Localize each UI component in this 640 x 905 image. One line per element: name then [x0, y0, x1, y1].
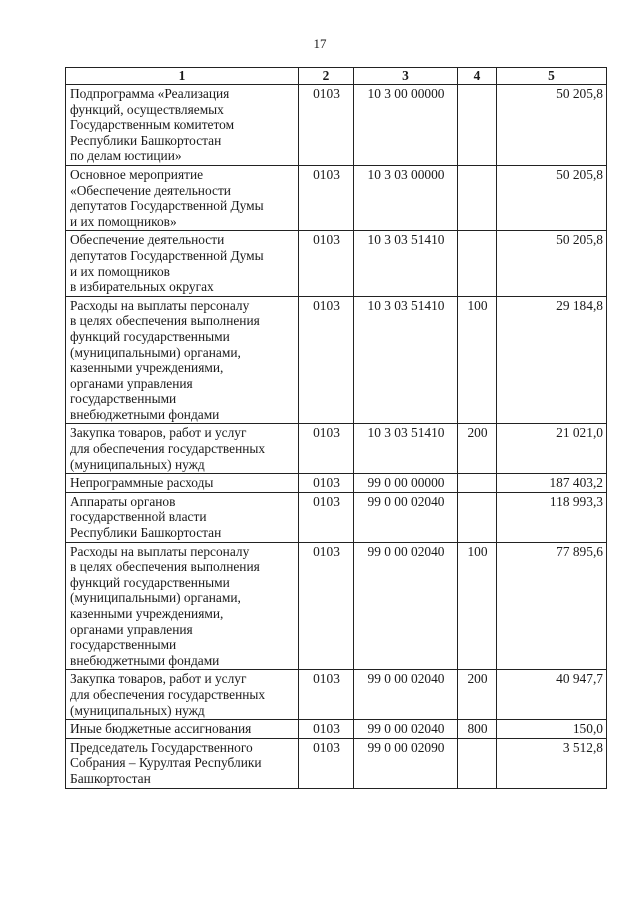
row-name-cell [66, 424, 299, 474]
table-row [66, 720, 607, 739]
expense-type-cell [458, 738, 497, 788]
row-name-line: и их помощников [70, 263, 170, 279]
row-name-line: Председатель Государственного [70, 739, 253, 755]
amount-cell: 50 205,8 [497, 231, 607, 296]
row-name-line: казенными учреждениями, [70, 606, 224, 621]
row-name-line: функций, осуществляемых [70, 101, 224, 117]
row-name-line: Закупка товаров, работ и услуг [70, 671, 247, 687]
amount-cell: 29 184,8 [497, 296, 607, 424]
section-cell: 0103 [299, 542, 354, 670]
row-name-line: для обеспечения государственных [70, 686, 266, 702]
expense-type-cell [458, 492, 497, 542]
table-row [66, 474, 607, 493]
target-code-cell: 10 3 03 51410 [354, 231, 458, 296]
row-name-cell [66, 492, 299, 542]
expense-type-cell: 100 [458, 542, 497, 670]
amount-cell: 77 895,6 [497, 542, 607, 670]
row-name-line: Аппараты органов [70, 493, 176, 509]
table-row [66, 492, 607, 542]
row-name-line: казенными учреждениями, [70, 360, 224, 376]
section-cell: 0103 [299, 424, 354, 474]
expense-type-cell: 200 [458, 670, 497, 720]
expense-type-cell: 100 [458, 296, 497, 424]
expense-type-cell: 200 [458, 424, 497, 474]
expense-type-cell [458, 231, 497, 296]
row-name-line: и их помощников» [70, 213, 177, 229]
row-name-line: внебюджетными фондами [70, 652, 220, 668]
row-name-line: Непрограммные расходы [70, 475, 214, 491]
table-row [66, 424, 607, 474]
column-header-section: 2 [299, 68, 354, 85]
amount-cell: 150,0 [497, 720, 607, 739]
target-code-cell: 99 0 00 02040 [354, 670, 458, 720]
row-name-line: (муниципальными) органами, [70, 590, 241, 606]
amount-cell: 3 512,8 [497, 738, 607, 788]
row-name-line: Собрания – Курултая Республики [70, 755, 262, 771]
target-code-cell: 10 3 03 00000 [354, 165, 458, 230]
row-name-line: Расходы на выплаты персоналу [70, 543, 250, 559]
row-name-cell [66, 670, 299, 720]
target-code-cell: 99 0 00 02040 [354, 720, 458, 739]
row-name-cell [66, 542, 299, 670]
section-cell: 0103 [299, 492, 354, 542]
target-code-cell: 99 0 00 02040 [354, 492, 458, 542]
row-name-line: Республики Башкортостан [70, 132, 222, 148]
row-name-line: депутатов Государственной Думы [70, 198, 264, 214]
row-name-line: Государственным комитетом [70, 117, 235, 133]
table-row [66, 85, 607, 166]
row-name-line: Основное мероприятие [70, 166, 204, 182]
column-header-amount: 5 [497, 68, 607, 85]
row-name-line: органами управления [70, 375, 193, 391]
expense-type-cell [458, 85, 497, 166]
row-name-line: Башкортостан [70, 770, 151, 786]
row-name-cell [66, 720, 299, 739]
row-name-cell [66, 165, 299, 230]
row-name-line: функций государственными [70, 574, 230, 590]
row-name-line: внебюджетными фондами [70, 406, 220, 422]
page-number: 17 [313, 36, 327, 51]
row-name-line: (муниципальных) нужд [70, 702, 205, 718]
row-name-cell [66, 85, 299, 166]
column-header-target: 3 [354, 68, 458, 85]
row-name-line: Закупка товаров, работ и услуг [70, 425, 247, 441]
row-name-line: Обеспечение деятельности [70, 232, 225, 248]
row-name-line: органами управления [70, 621, 193, 637]
row-name-line: государственной власти [70, 509, 207, 525]
table-row [66, 296, 607, 424]
row-name-line: депутатов Государственной Думы [70, 247, 264, 263]
target-code-cell: 99 0 00 02040 [354, 542, 458, 670]
section-cell: 0103 [299, 165, 354, 230]
expense-type-cell [458, 165, 497, 230]
row-name-line: в целях обеспечения выполнения [70, 559, 260, 575]
amount-cell: 21 021,0 [497, 424, 607, 474]
expense-type-cell [458, 474, 497, 493]
row-name-line: Республики Башкортостан [70, 525, 222, 541]
target-code-cell: 10 3 03 51410 [354, 424, 458, 474]
row-name-line: (муниципальными) органами, [70, 344, 241, 360]
row-name-cell [66, 738, 299, 788]
row-name-line: в целях обеспечения выполнения [70, 313, 260, 329]
row-name-line: в избирательных округах [70, 279, 214, 295]
row-name-line: Расходы на выплаты персоналу [70, 297, 250, 313]
section-cell: 0103 [299, 738, 354, 788]
amount-cell: 50 205,8 [497, 165, 607, 230]
row-name-line: по делам юстиции» [70, 148, 182, 164]
column-header-expense-type: 4 [458, 68, 497, 85]
amount-cell: 187 403,2 [497, 474, 607, 493]
row-name-line: Подпрограмма «Реализация [70, 86, 230, 101]
target-code-cell: 10 3 00 00000 [354, 85, 458, 166]
row-name-line: Иные бюджетные ассигнования [70, 721, 252, 737]
target-code-cell: 99 0 00 02090 [354, 738, 458, 788]
section-cell: 0103 [299, 231, 354, 296]
budget-table [65, 67, 607, 789]
row-name-line: для обеспечения государственных [70, 441, 266, 457]
table-row [66, 231, 607, 296]
table-body [66, 85, 607, 789]
amount-cell: 40 947,7 [497, 670, 607, 720]
table-row [66, 542, 607, 670]
expense-type-cell: 800 [458, 720, 497, 739]
table-row [66, 670, 607, 720]
amount-cell: 50 205,8 [497, 85, 607, 166]
row-name-line: государственными [70, 637, 177, 653]
row-name-cell [66, 231, 299, 296]
section-cell: 0103 [299, 720, 354, 739]
table-header-row [66, 68, 607, 85]
row-name-line: функций государственными [70, 328, 230, 344]
row-name-cell [66, 474, 299, 493]
section-cell: 0103 [299, 474, 354, 493]
column-header-name: 1 [66, 68, 299, 85]
row-name-cell [66, 296, 299, 424]
row-name-line: «Обеспечение деятельности [70, 182, 231, 198]
section-cell: 0103 [299, 85, 354, 166]
target-code-cell: 99 0 00 00000 [354, 474, 458, 493]
row-name-line: (муниципальных) нужд [70, 456, 205, 472]
amount-cell: 118 993,3 [497, 492, 607, 542]
table-row [66, 738, 607, 788]
section-cell: 0103 [299, 670, 354, 720]
target-code-cell: 10 3 03 51410 [354, 296, 458, 424]
row-name-line: государственными [70, 391, 177, 407]
table-row [66, 165, 607, 230]
section-cell: 0103 [299, 296, 354, 424]
